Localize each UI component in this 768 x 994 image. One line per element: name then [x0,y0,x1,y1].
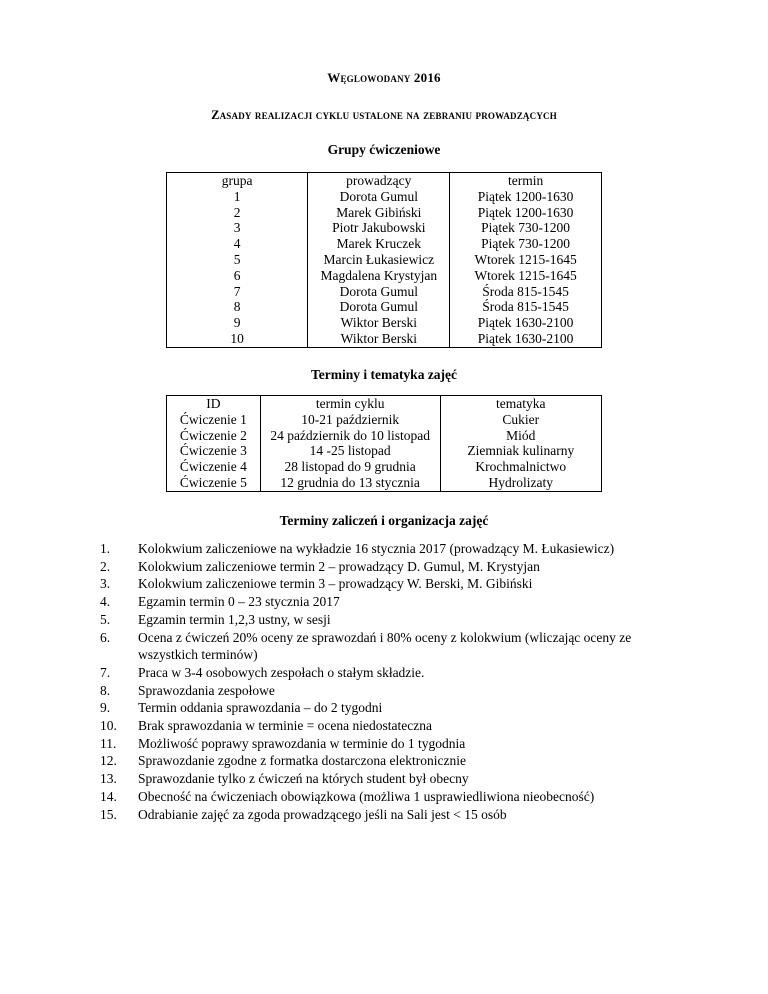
list-item [100,664,660,682]
list-number: 6. [100,629,111,645]
list-number: 12. [100,753,117,769]
table-row [167,205,602,221]
table-cell: 10-21 październik [260,412,440,428]
list-number: 7. [100,664,111,680]
table-cell: Marek Gibiński [308,205,450,221]
column-header: termin cyklu [260,396,440,412]
table-row [167,443,602,459]
groups-section-title: Grupy ćwiczeniowe [327,142,441,157]
table-cell: Dorota Gumul [308,284,450,300]
table-row [167,412,602,428]
table-cell: Środa 815-1545 [450,299,602,315]
list-item [100,558,660,576]
table-cell: 4 [167,236,308,252]
list-text: Możliwość poprawy sprawozdania w terminie do 1 tygodnia [138,735,466,751]
table-cell: 28 listopad do 9 grudnia [260,459,440,475]
column-header: grupa [167,173,308,189]
list-item [100,806,660,824]
table-cell: Wiktor Berski [308,331,450,347]
table-cell: Ćwiczenie 1 [167,412,261,428]
table-cell: 8 [167,299,308,315]
list-text: Kolokwium zaliczeniowe termin 2 – prowadzący D. Gumul, M. Krystyjan [138,558,540,574]
table-header-row [167,173,602,189]
list-text: Kolokwium zaliczeniowe na wykładzie 16 stycznia 2017 (prowadzący M. Łukasiewicz) [138,541,615,556]
list-number: 14. [100,788,117,804]
list-text: Egzamin termin 1,2,3 ustny, w sesji [138,611,331,627]
column-header: prowadzący [308,173,450,189]
list-item [100,770,660,788]
list-text: Sprawozdanie zgodne z formatka dostarczona elektronicznie [138,753,466,769]
table-cell: Miód [440,428,601,444]
document-subtitle: Zasady realizacji cyklu ustalone na zebraniu prowadzących [211,108,557,122]
table-cell: Ziemniak kulinarny [440,443,601,459]
table-cell: Piątek 730-1200 [450,220,602,236]
table-row [167,189,602,205]
table-cell: Dorota Gumul [308,299,450,315]
table-cell: 2 [167,205,308,221]
column-header: ID [167,396,261,412]
list-number: 8. [100,682,111,698]
rules-list [100,540,660,823]
table-cell: Piątek 1200-1630 [450,205,602,221]
table-cell: 10 [167,331,308,347]
table-cell: Piątek 1630-2100 [450,331,602,347]
list-text: Ocena z ćwiczeń 20% oceny ze sprawozdań i 80% oceny z kolokwium (wliczając oceny ze wszystkich terminów) [138,629,632,663]
list-text: Egzamin termin 0 – 23 stycznia 2017 [138,594,340,610]
table-row [167,220,602,236]
table-cell: Środa 815-1545 [450,284,602,300]
list-item [100,540,660,558]
list-number: 3. [100,576,111,592]
table-cell: Wtorek 1215-1645 [450,252,602,268]
table-row [167,331,602,347]
table-row [167,428,602,444]
table-cell: 12 grudnia do 13 stycznia [260,475,440,491]
table-cell: 14 -25 listopad [260,443,440,459]
list-number: 5. [100,611,111,627]
list-item [100,788,660,806]
table-cell: Marcin Łukasiewicz [308,252,450,268]
table-row [167,315,602,331]
table-cell: 3 [167,220,308,236]
table-row [167,284,602,300]
list-number: 9. [100,700,111,716]
table-row [167,475,602,491]
list-number: 10. [100,718,117,734]
column-header: tematyka [440,396,601,412]
list-item [100,682,660,700]
list-text: Kolokwium zaliczeniowe termin 3 – prowadzący W. Berski, M. Gibiński [138,576,533,592]
table-cell: Dorota Gumul [308,189,450,205]
column-header: termin [450,173,602,189]
table-row [167,459,602,475]
table-cell: Ćwiczenie 3 [167,443,261,459]
table-cell: Magdalena Krystyjan [308,268,450,284]
list-text: Termin oddania sprawozdania – do 2 tygodni [138,700,383,716]
table-cell: Piątek 1630-2100 [450,315,602,331]
table-header-row [167,396,602,412]
table-cell: Piotr Jakubowski [308,220,450,236]
list-number: 11. [100,735,117,751]
table-cell: Hydrolizaty [440,475,601,491]
list-text: Praca w 3-4 osobowych zespołach o stałym składzie. [138,664,425,680]
list-number: 2. [100,558,111,574]
table-cell: Cukier [440,412,601,428]
table-cell: Marek Kruczek [308,236,450,252]
list-number: 1. [100,541,111,556]
list-item [100,611,660,629]
list-text: Odrabianie zajęć za zgoda prowadzącego jeśli na Sali jest < 15 osób [138,806,507,822]
groups-table [166,172,602,348]
table-cell: 9 [167,315,308,331]
table-cell: Krochmalnictwo [440,459,601,475]
table-row [167,268,602,284]
list-item [100,699,660,717]
list-text: Sprawozdania zespołowe [138,682,275,698]
table-cell: Piątek 730-1200 [450,236,602,252]
list-text: Brak sprawozdania w terminie = ocena niedostateczna [138,718,432,734]
list-number: 13. [100,771,117,787]
list-item [100,629,660,664]
list-item [100,752,660,770]
list-number: 15. [100,806,117,822]
table-cell: 1 [167,189,308,205]
list-text: Obecność na ćwiczeniach obowiązkowa (możliwa 1 usprawiedliwiona nieobecność) [138,788,595,804]
list-item [100,575,660,593]
rules-section-title: Terminy zaliczeń i organizacja zajęć [279,513,489,528]
table-cell: 6 [167,268,308,284]
table-cell: 24 październik do 10 listopad [260,428,440,444]
topics-table [166,395,602,492]
table-cell: Ćwiczenie 4 [167,459,261,475]
table-cell: Ćwiczenie 2 [167,428,261,444]
table-row [167,299,602,315]
table-cell: 7 [167,284,308,300]
table-cell: Ćwiczenie 5 [167,475,261,491]
table-row [167,236,602,252]
table-cell: 5 [167,252,308,268]
table-cell: Wiktor Berski [308,315,450,331]
table-cell: Wtorek 1215-1645 [450,268,602,284]
list-item [100,717,660,735]
table-row [167,252,602,268]
topics-section-title: Terminy i tematyka zajęć [310,367,458,382]
list-text: Sprawozdanie tylko z ćwiczeń na których student był obecny [138,771,469,787]
list-item [100,735,660,753]
document-title: Węglowodany 2016 [327,70,441,85]
table-cell: Piątek 1200-1630 [450,189,602,205]
list-item [100,593,660,611]
list-number: 4. [100,594,111,610]
